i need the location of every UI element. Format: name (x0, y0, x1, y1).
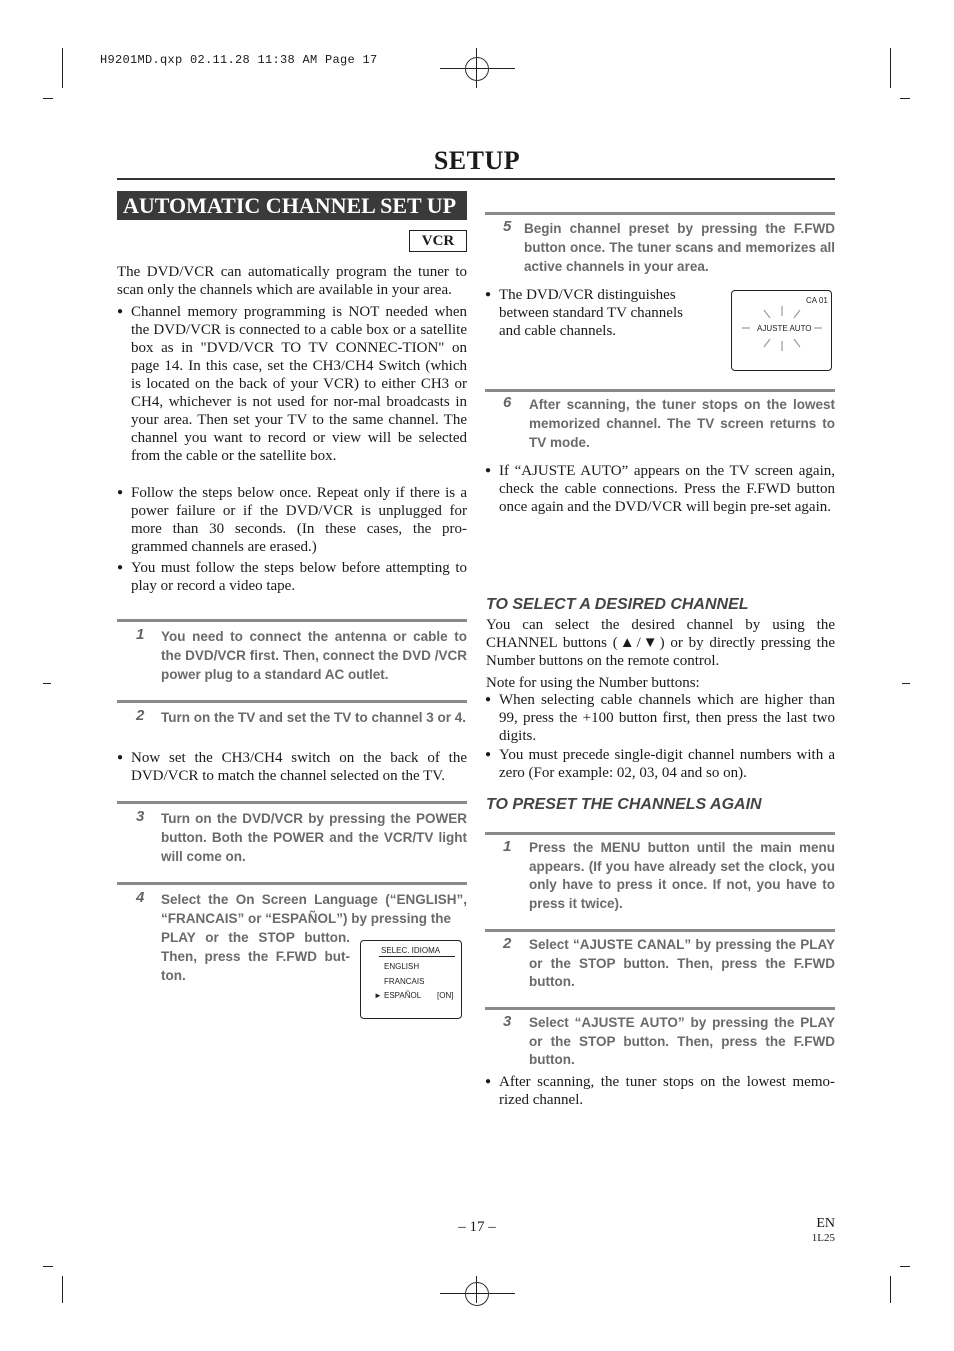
note-label: Note for using the Number buttons: (486, 675, 700, 691)
step-divider (117, 619, 467, 622)
step-text: Turn on the TV and set the TV to channel 3 or 4. (161, 710, 467, 725)
step-divider (117, 882, 467, 885)
osd-selected-arrow-icon: ► (374, 991, 382, 1000)
crop-mark (900, 98, 910, 99)
step-divider (485, 389, 835, 392)
step-divider (117, 700, 467, 703)
osd-scan-screen (731, 290, 832, 371)
step-number: 3 (136, 808, 145, 825)
crop-mark (43, 683, 51, 684)
step-number: 5 (503, 218, 512, 235)
list-item (117, 749, 467, 785)
step-text: PLAY or the STOP button. Then, press the F.FWD but-ton. (161, 930, 350, 983)
list-item (485, 286, 704, 340)
bullet-text: Channel memory programming is NOT needed when the DVD/VCR is connected to a cable box or a satellite box as in "DVD/VCR TO TV CONNEC-TION" on page 14. In this case, set the CH3/CH4 Switch (which is located on the back of your VCR) to either CH3 or CH4, whichever is not used for nor-mal broadcasts in your area. Then set your TV to the same channel. The channel you want to record or view will be selected from the cable or the satellite box. (131, 304, 467, 464)
bullet-text: After scanning, the tuner stops on the lowest memo-rized channel. (499, 1074, 835, 1108)
list-item (485, 462, 835, 516)
osd-option: FRANCAIS (384, 977, 425, 986)
step-text: After scanning, the tuner stops on the lowest memorized channel. The TV screen returns to TV mode. (529, 397, 835, 450)
intro-paragraph: The DVD/VCR can automatically program the tuner to scan only the channels which are available in your area. (117, 264, 467, 298)
step-divider (485, 832, 835, 835)
osd-on-tag: [ON] (437, 991, 454, 1000)
step-number: 2 (503, 935, 512, 952)
list-item (485, 746, 835, 782)
osd-scan-label: AJUSTE AUTO (757, 324, 812, 333)
section-title: AUTOMATIC CHANNEL SET UP (117, 191, 467, 220)
bullet-text: If “AJUSTE AUTO” appears on the TV screen again, check the cable connections. Press the F.FWD button once again and the DVD/VCR will begin pre-set again. (499, 463, 835, 515)
list-item (117, 303, 467, 465)
crop-mark (43, 98, 53, 99)
step-number: 4 (136, 889, 145, 906)
osd-option: ENGLISH (384, 962, 420, 971)
step-number: 1 (136, 626, 145, 643)
title-rule (117, 178, 835, 180)
bullet-text: Follow the steps below once. Repeat only if there is a power failure or if the DVD/VCR is unplugged for more than 30 seconds. (In these cases, the pro-grammed channels are erased.) (131, 485, 467, 555)
step-number: 6 (503, 394, 512, 411)
crop-mark (890, 48, 891, 88)
page-title: SETUP (433, 146, 521, 175)
select-channel-heading: TO SELECT A DESIRED CHANNEL (486, 596, 749, 613)
step-text: You need to connect the antenna or cable to the DVD/VCR first. Then, connect the DVD /VCR power plug to a standard AC outlet. (161, 629, 467, 682)
model-code: 1L25 (811, 1232, 835, 1244)
bullet-text: You must follow the steps below before attempting to play or record a video tape. (131, 560, 467, 594)
osd-option: ESPAÑOL (384, 991, 422, 1000)
osd-channel: CA 01 (806, 296, 828, 305)
step-divider (485, 212, 835, 215)
osd-divider (379, 956, 455, 957)
mode-badge: VCR (409, 230, 467, 252)
step-text: Begin channel preset by pressing the F.FWD button once. The tuner scans and memorizes all active channels in your area. (524, 221, 835, 274)
step-divider (117, 801, 467, 804)
bullet-text: The DVD/VCR distinguishes between standard TV channels and cable channels. (499, 287, 683, 339)
bullet-icon: ● (485, 749, 492, 760)
step-text: Turn on the DVD/VCR by pressing the POWER button. Both the POWER and the VCR/TV light will come on. (161, 811, 467, 864)
step-text: Select the On Screen Language (“ENGLISH”, “FRANCAIS” or “ESPAÑOL”) by pressing the (161, 892, 467, 926)
crop-mark (900, 1266, 910, 1267)
bullet-icon: ● (485, 694, 492, 705)
step-number: 2 (136, 707, 145, 724)
preset-heading: TO PRESET THE CHANNELS AGAIN (486, 796, 762, 813)
registration-circle-icon (465, 1282, 489, 1306)
list-item (117, 484, 467, 556)
crop-mark (43, 1266, 53, 1267)
list-item (485, 1073, 835, 1109)
step-text: Select “AJUSTE AUTO” by pressing the PLAY or the STOP button. Then, press the F.FWD button. (529, 1015, 835, 1067)
step-number: 1 (503, 838, 512, 855)
registration-circle-icon (465, 57, 489, 81)
select-channel-paragraph: You can select the desired channel by using the CHANNEL buttons (▲/▼) or by directly pressing the Number buttons on the remote control. (486, 617, 835, 669)
step-number: 3 (503, 1013, 512, 1030)
step-divider (485, 1007, 835, 1010)
step-text: Press the MENU button until the main menu appears. (If you have already set the clock, you only have to press it once. If not, you have to press it twice). (529, 840, 835, 911)
bullet-icon: ● (485, 465, 492, 476)
bullet-text: Now set the CH3/CH4 switch on the back of the DVD/VCR to match the channel selected on the TV. (131, 750, 467, 784)
osd-language-screen (360, 940, 462, 1019)
bullet-icon: ● (117, 487, 124, 498)
bullet-icon: ● (117, 752, 124, 763)
bullet-icon: ● (485, 289, 492, 300)
step-text: Select “AJUSTE CANAL” by pressing the PLAY or the STOP button. Then, press the F.FWD button. (529, 937, 835, 989)
page-number: – 17 – (458, 1219, 496, 1235)
crop-mark (902, 683, 910, 684)
bullet-text: When selecting cable channels which are higher than 99, press the +100 button first, then press the last two digits. (499, 692, 835, 744)
bullet-text: You must precede single-digit channel numbers with a zero (For example: 02, 03, 04 and so on). (499, 747, 835, 781)
osd-title: SELEC. IDIOMA (381, 946, 441, 955)
print-slug: H9201MD.qxp 02.11.28 11:38 AM Page 17 (100, 53, 378, 67)
bullet-icon: ● (117, 562, 124, 573)
crop-mark (62, 48, 63, 88)
step-divider (485, 929, 835, 932)
language-code: EN (816, 1216, 835, 1231)
crop-mark (890, 1276, 891, 1303)
crop-mark (62, 1276, 63, 1303)
list-item (485, 691, 835, 745)
bullet-icon: ● (485, 1076, 492, 1087)
bullet-icon: ● (117, 306, 124, 317)
list-item (117, 559, 467, 595)
